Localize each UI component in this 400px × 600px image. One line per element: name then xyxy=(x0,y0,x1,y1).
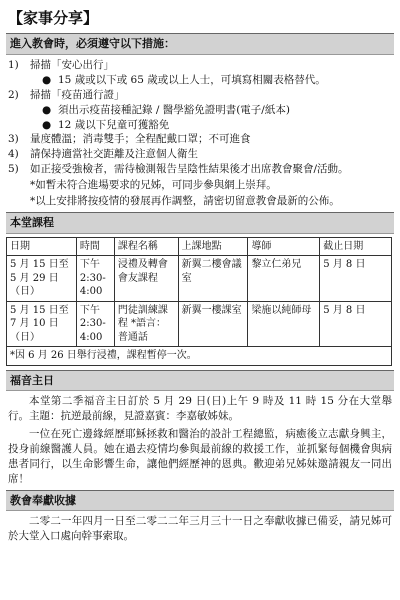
list-item xyxy=(8,147,394,162)
course-name: 浸禮及轉會會友課程 xyxy=(114,256,178,302)
list-item xyxy=(8,162,394,177)
list-item xyxy=(8,58,394,73)
measures-heading: 進入教會時，必須遵守以下措施： xyxy=(6,33,394,55)
column-header: 截止日期 xyxy=(320,237,392,256)
course-deadline: 5 月 8 日 xyxy=(320,256,392,302)
sub-item xyxy=(8,118,394,133)
list-item xyxy=(8,132,394,147)
column-header: 課程名稱 xyxy=(114,237,178,256)
item-number: 2) xyxy=(8,88,19,101)
course-place: 新翼一樓課室 xyxy=(178,301,248,347)
item-text: 掃描「疫苗通行證」 xyxy=(30,88,125,101)
table-row xyxy=(7,301,392,347)
bullet-icon: ● xyxy=(42,73,52,86)
sub-item-text: 15 歲或以下或 65 歲或以上人士，可填寫相關表格替代。 xyxy=(58,73,326,86)
item-number: 1) xyxy=(8,58,19,71)
course-time: 下午 2:30-4:00 xyxy=(76,256,114,302)
table-footnote-row xyxy=(7,347,392,366)
page-title: 【家事分享】 xyxy=(8,9,99,27)
table-header-row xyxy=(7,237,392,256)
course-footnote: *因 6 月 26 日舉行浸禮，課程暫停一次。 xyxy=(7,347,392,366)
courses-heading: 本堂課程 xyxy=(6,212,394,234)
sub-item-text: 須出示疫苗接種記錄 / 醫學豁免證明書(電子/紙本) xyxy=(58,103,290,116)
sub-item xyxy=(8,103,394,118)
item-number: 4) xyxy=(8,148,19,161)
course-place: 新翼二樓會議室 xyxy=(178,256,248,302)
offering-paragraph: 二零二一年四月一日至二零二二年三月三十一日之奉獻收據已備妥，請兄姊可於大堂入口處向幹事索取。 xyxy=(8,515,392,543)
course-teacher: 梁施以純師母 xyxy=(248,301,320,347)
course-time: 下午 2:30-4:00 xyxy=(76,301,114,347)
list-item xyxy=(8,88,394,103)
note-text: *以上安排將按疫情的發展再作調整，請密切留意教會最新的公佈。 xyxy=(30,195,340,208)
sub-item xyxy=(8,73,394,88)
note-text: *如暫未符合進場要求的兄姊，可同步參與網上崇拜。 xyxy=(30,179,277,192)
offering-heading: 教會奉獻收據 xyxy=(6,490,394,512)
table-row xyxy=(7,256,392,302)
item-number: 3) xyxy=(8,133,19,146)
measures-list xyxy=(8,58,394,209)
course-date: 5 月 15 日至 7 月 10 日（日） xyxy=(7,301,77,347)
item-number: 5) xyxy=(8,163,19,176)
gospel-heading: 福音主日 xyxy=(6,370,394,392)
bullet-icon: ● xyxy=(42,103,52,116)
sub-item-text: 12 歲以下兒童可獲豁免 xyxy=(58,118,170,131)
item-text: 請保持適當社交距離及注意個人衛生 xyxy=(30,148,198,161)
column-header: 導師 xyxy=(248,237,320,256)
item-text: 掃描「安心出行」 xyxy=(30,58,114,71)
course-name: 門徒訓練課程 *語言：普通話 xyxy=(114,301,178,347)
courses-table xyxy=(6,237,392,366)
gospel-paragraph: 本堂第二季福音主日訂於 5 月 29 日(日)上午 9 時及 11 時 15 分在大堂舉行。主題：抗逆最前線，見證嘉賓：李嘉敏姊妹。 xyxy=(8,395,392,423)
item-text: 如正接受強檢者，需待檢測報告呈陰性結果後才出席教會聚會/活動。 xyxy=(30,163,349,176)
course-deadline: 5 月 8 日 xyxy=(320,301,392,347)
course-teacher: 黎立仁弟兄 xyxy=(248,256,320,302)
bullet-icon: ● xyxy=(42,118,52,131)
column-header: 日期 xyxy=(7,237,77,256)
course-date: 5 月 15 日至 5 月 29 日（日） xyxy=(7,256,77,302)
item-text: 量度體溫；消毒雙手；全程配戴口罩；不可進食 xyxy=(30,133,251,146)
column-header: 上課地點 xyxy=(178,237,248,256)
column-header: 時間 xyxy=(76,237,114,256)
gospel-paragraph: 一位在死亡邊緣經歷耶穌拯救和醫治的設計工程總監，病癒後立志獻身興主，投身前線醫護人員。她在過去疫情均參與最前線的救援工作，並抓緊每個機會與病患者同行，以生命影響生命，讓他們經歷神的恩典。歡迎弟兄姊妹邀請親友一同出席！ xyxy=(8,428,392,485)
